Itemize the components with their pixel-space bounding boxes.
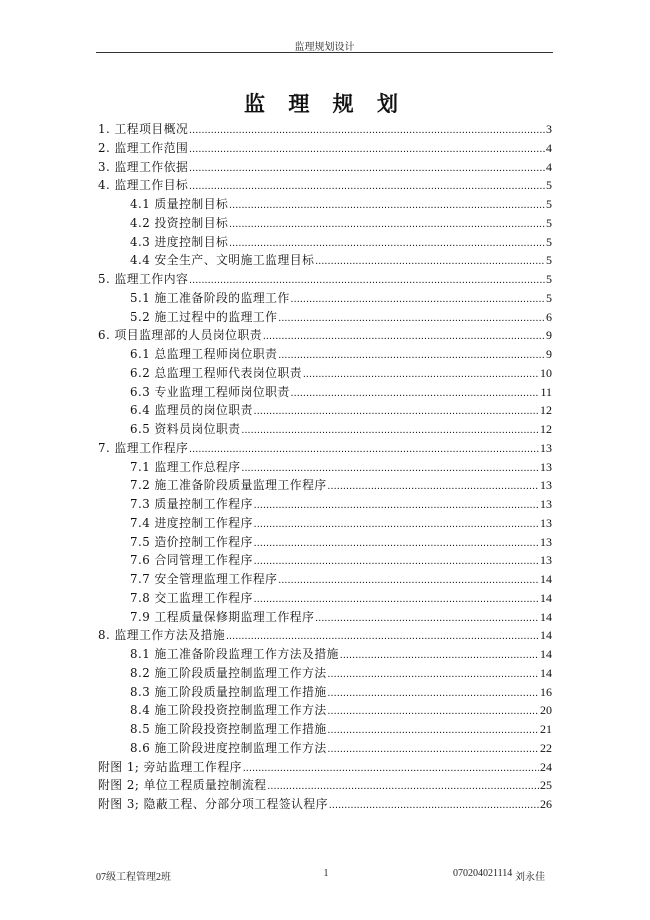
- toc-entry-page: 13: [540, 459, 552, 474]
- toc-entry-label: 5.1 施工准备阶段的监理工作: [130, 290, 290, 305]
- toc-entry[interactable]: [98, 158, 552, 177]
- toc-entry[interactable]: [98, 233, 552, 252]
- toc-dot-leader: [278, 575, 539, 586]
- toc-dot-leader: [315, 613, 539, 624]
- toc-entry[interactable]: [98, 533, 552, 552]
- toc-entry[interactable]: [98, 776, 552, 795]
- toc-entry[interactable]: [98, 739, 552, 758]
- toc-entry-page: 13: [540, 478, 552, 493]
- toc-entry-label: 5.2 施工过程中的监理工作: [130, 309, 278, 324]
- toc-entry-label: 8. 监理工作方法及措施: [98, 628, 226, 643]
- toc-entry-page: 9: [546, 328, 552, 343]
- toc-entry-label: 7.9 工程质量保修期监理工作程序: [130, 609, 315, 624]
- toc-entry[interactable]: [98, 420, 552, 439]
- toc-entry[interactable]: [98, 251, 552, 270]
- toc-entry-page: 5: [546, 234, 552, 249]
- toc-entry[interactable]: [98, 345, 552, 364]
- toc-entry[interactable]: [98, 401, 552, 420]
- toc-entry[interactable]: [98, 139, 552, 158]
- toc-entry-page: 12: [540, 403, 552, 418]
- page-header: 监理规划设计: [294, 42, 355, 53]
- toc-entry[interactable]: [98, 514, 552, 533]
- toc-dot-leader: [243, 763, 539, 774]
- toc-dot-leader: [229, 219, 545, 230]
- toc-entry[interactable]: [98, 664, 552, 683]
- toc-entry-page: 25: [540, 778, 552, 793]
- toc-dot-leader: [303, 369, 539, 380]
- toc-entry-page: 14: [540, 572, 552, 586]
- toc-entry-page: 26: [540, 797, 552, 811]
- toc-dot-leader: [340, 650, 539, 661]
- toc-dot-leader: [226, 631, 539, 642]
- toc-entry[interactable]: [98, 589, 552, 608]
- toc-entry-page: 13: [540, 534, 552, 549]
- toc-entry-label: 6.2 总监理工程师代表岗位职责: [130, 365, 303, 380]
- toc-entry-label: 6.5 资料员岗位职责: [130, 422, 241, 436]
- toc-dot-leader: [254, 500, 539, 511]
- toc-entry-label: 5. 监理工作内容: [98, 272, 189, 286]
- toc-entry-label: 4.3 进度控制目标: [130, 234, 229, 249]
- toc-dot-leader: [254, 594, 539, 605]
- toc-entry[interactable]: [98, 551, 552, 570]
- toc-entry[interactable]: [98, 458, 552, 477]
- toc-entry[interactable]: [98, 383, 552, 402]
- toc-entry-page: 6: [546, 309, 552, 324]
- toc-entry-page: 16: [540, 684, 552, 699]
- toc-dot-leader: [291, 388, 540, 399]
- toc-entry-page: 14: [540, 609, 552, 624]
- toc-entry-label: 6.1 总监理工程师岗位职责: [130, 347, 278, 361]
- toc-entry-label: 6. 项目监理部的人员岗位职责: [98, 328, 263, 343]
- toc-dot-leader: [328, 706, 539, 717]
- toc-entry-page: 14: [540, 665, 552, 680]
- toc-entry-label: 7.8 交工监理工作程序: [130, 590, 253, 605]
- toc-dot-leader: [189, 125, 545, 136]
- toc-entry[interactable]: [98, 195, 552, 214]
- toc-entry[interactable]: [98, 120, 552, 139]
- document-title: 监 理 规 划: [244, 91, 406, 116]
- toc-entry-page: 13: [540, 553, 552, 568]
- toc-entry-label: 7.2 施工准备阶段质量监理工作程序: [130, 478, 327, 493]
- toc-dot-leader: [229, 200, 545, 211]
- toc-entry[interactable]: [98, 701, 552, 720]
- toc-entry-page: 20: [540, 703, 552, 718]
- toc-dot-leader: [291, 294, 545, 305]
- toc-entry[interactable]: [98, 289, 552, 308]
- toc-entry[interactable]: [98, 570, 552, 589]
- toc-entry-label: 8.1 施工准备阶段监理工作方法及措施: [130, 647, 339, 661]
- toc-entry-label: 4.4 安全生产、文明施工监理目标: [130, 253, 315, 268]
- toc-dot-leader: [254, 519, 539, 530]
- toc-entry[interactable]: [98, 326, 552, 345]
- toc-dot-leader: [242, 463, 539, 474]
- toc-entry-page: 9: [546, 347, 552, 361]
- toc-entry-label: 4. 监理工作目标: [98, 178, 189, 193]
- table-of-contents: [98, 120, 552, 814]
- toc-dot-leader: [229, 238, 545, 249]
- toc-entry[interactable]: [98, 364, 552, 383]
- toc-entry-label: 附图 2; 单位工程质量控制流程: [98, 778, 267, 793]
- toc-dot-leader: [189, 163, 545, 174]
- toc-entry-page: 5: [546, 215, 552, 230]
- toc-dot-leader: [263, 331, 545, 342]
- toc-entry[interactable]: [98, 476, 552, 495]
- toc-entry-label: 4.2 投资控制目标: [130, 215, 229, 230]
- toc-entry-label: 7.1 监理工作总程序: [130, 459, 241, 474]
- toc-entry-page: 12: [540, 422, 552, 436]
- toc-entry-label: 7.3 质量控制工作程序: [130, 497, 253, 511]
- toc-entry[interactable]: [98, 720, 552, 739]
- toc-dot-leader: [189, 275, 545, 286]
- toc-dot-leader: [254, 538, 539, 549]
- toc-entry-page: 13: [540, 515, 552, 530]
- toc-entry[interactable]: [98, 176, 552, 195]
- toc-entry-page: 5: [546, 272, 552, 286]
- toc-entry-page: 5: [546, 253, 552, 268]
- toc-entry-label: 8.3 施工阶段质量控制监理工作措施: [130, 684, 327, 699]
- toc-entry-page: 24: [540, 759, 552, 774]
- toc-entry-label: 8.2 施工阶段质量控制监理工作方法: [130, 665, 327, 680]
- toc-entry[interactable]: [98, 308, 552, 327]
- toc-entry-page: 14: [540, 628, 552, 643]
- toc-entry[interactable]: [98, 270, 552, 289]
- toc-entry[interactable]: [98, 608, 552, 627]
- toc-dot-leader: [254, 556, 539, 567]
- toc-entry-page: 21: [540, 722, 552, 736]
- toc-entry[interactable]: [98, 626, 552, 645]
- header-divider: [96, 52, 553, 53]
- toc-dot-leader: [189, 144, 545, 155]
- toc-entry-page: 13: [540, 497, 552, 511]
- toc-entry-label: 7.6 合同管理工作程序: [130, 553, 253, 568]
- toc-entry[interactable]: [98, 645, 552, 664]
- toc-dot-leader: [328, 669, 539, 680]
- toc-entry[interactable]: [98, 214, 552, 233]
- toc-dot-leader: [329, 800, 539, 811]
- toc-dot-leader: [278, 350, 545, 361]
- toc-dot-leader: [328, 725, 539, 736]
- toc-entry-page: 14: [540, 647, 552, 661]
- toc-dot-leader: [268, 781, 539, 792]
- toc-entry-label: 7.5 造价控制工作程序: [130, 534, 253, 549]
- toc-entry-label: 7.7 安全管理监理工作程序: [130, 572, 278, 586]
- toc-entry-label: 4.1 质量控制目标: [130, 197, 229, 211]
- toc-entry-label: 7.4 进度控制工作程序: [130, 515, 253, 530]
- toc-entry-label: 1. 工程项目概况: [98, 122, 189, 136]
- toc-dot-leader: [278, 313, 545, 324]
- toc-dot-leader: [328, 744, 539, 755]
- toc-entry-page: 14: [540, 590, 552, 605]
- toc-dot-leader: [189, 181, 545, 192]
- toc-entry-page: 13: [540, 440, 552, 455]
- toc-entry-label: 8.5 施工阶段投资控制监理工作措施: [130, 722, 327, 736]
- toc-dot-leader: [315, 256, 545, 267]
- toc-entry-page: 10: [540, 365, 552, 380]
- toc-entry-page: 5: [546, 178, 552, 193]
- toc-entry[interactable]: [98, 795, 552, 814]
- toc-entry-label: 2. 监理工作范围: [98, 140, 189, 155]
- toc-dot-leader: [254, 406, 539, 417]
- toc-dot-leader: [189, 444, 539, 455]
- toc-entry-page: 4: [546, 140, 552, 155]
- toc-entry[interactable]: [98, 683, 552, 702]
- toc-entry-page: 22: [540, 740, 552, 755]
- toc-entry-page: 11: [540, 384, 552, 399]
- toc-entry-label: 附图 3; 隐蔽工程、分部分项工程签认程序: [98, 797, 329, 811]
- footer-student-name: 刘永佳: [515, 872, 545, 883]
- toc-entry-label: 8.4 施工阶段投资控制监理工作方法: [130, 703, 327, 718]
- toc-entry-label: 附图 1; 旁站监理工作程序: [98, 759, 242, 774]
- footer-page-number: 1: [323, 868, 329, 879]
- toc-entry[interactable]: [98, 439, 552, 458]
- toc-dot-leader: [242, 425, 539, 436]
- toc-entry-page: 5: [546, 290, 552, 305]
- toc-entry-page: 4: [546, 159, 552, 174]
- footer-class-name: 07级工程管理2班: [96, 872, 171, 883]
- toc-entry-page: 5: [546, 197, 552, 211]
- toc-entry-label: 6.4 监理员的岗位职责: [130, 403, 253, 418]
- toc-entry-page: 3: [546, 122, 552, 136]
- toc-dot-leader: [328, 481, 539, 492]
- footer-student-id: 070204021114: [453, 868, 513, 879]
- toc-dot-leader: [328, 688, 539, 699]
- toc-entry-label: 3. 监理工作依据: [98, 159, 189, 174]
- toc-entry-label: 7. 监理工作程序: [98, 440, 189, 455]
- toc-entry[interactable]: [98, 495, 552, 514]
- toc-entry-label: 8.6 施工阶段进度控制监理工作方法: [130, 740, 327, 755]
- toc-entry-label: 6.3 专业监理工程师岗位职责: [130, 384, 290, 399]
- toc-entry[interactable]: [98, 758, 552, 777]
